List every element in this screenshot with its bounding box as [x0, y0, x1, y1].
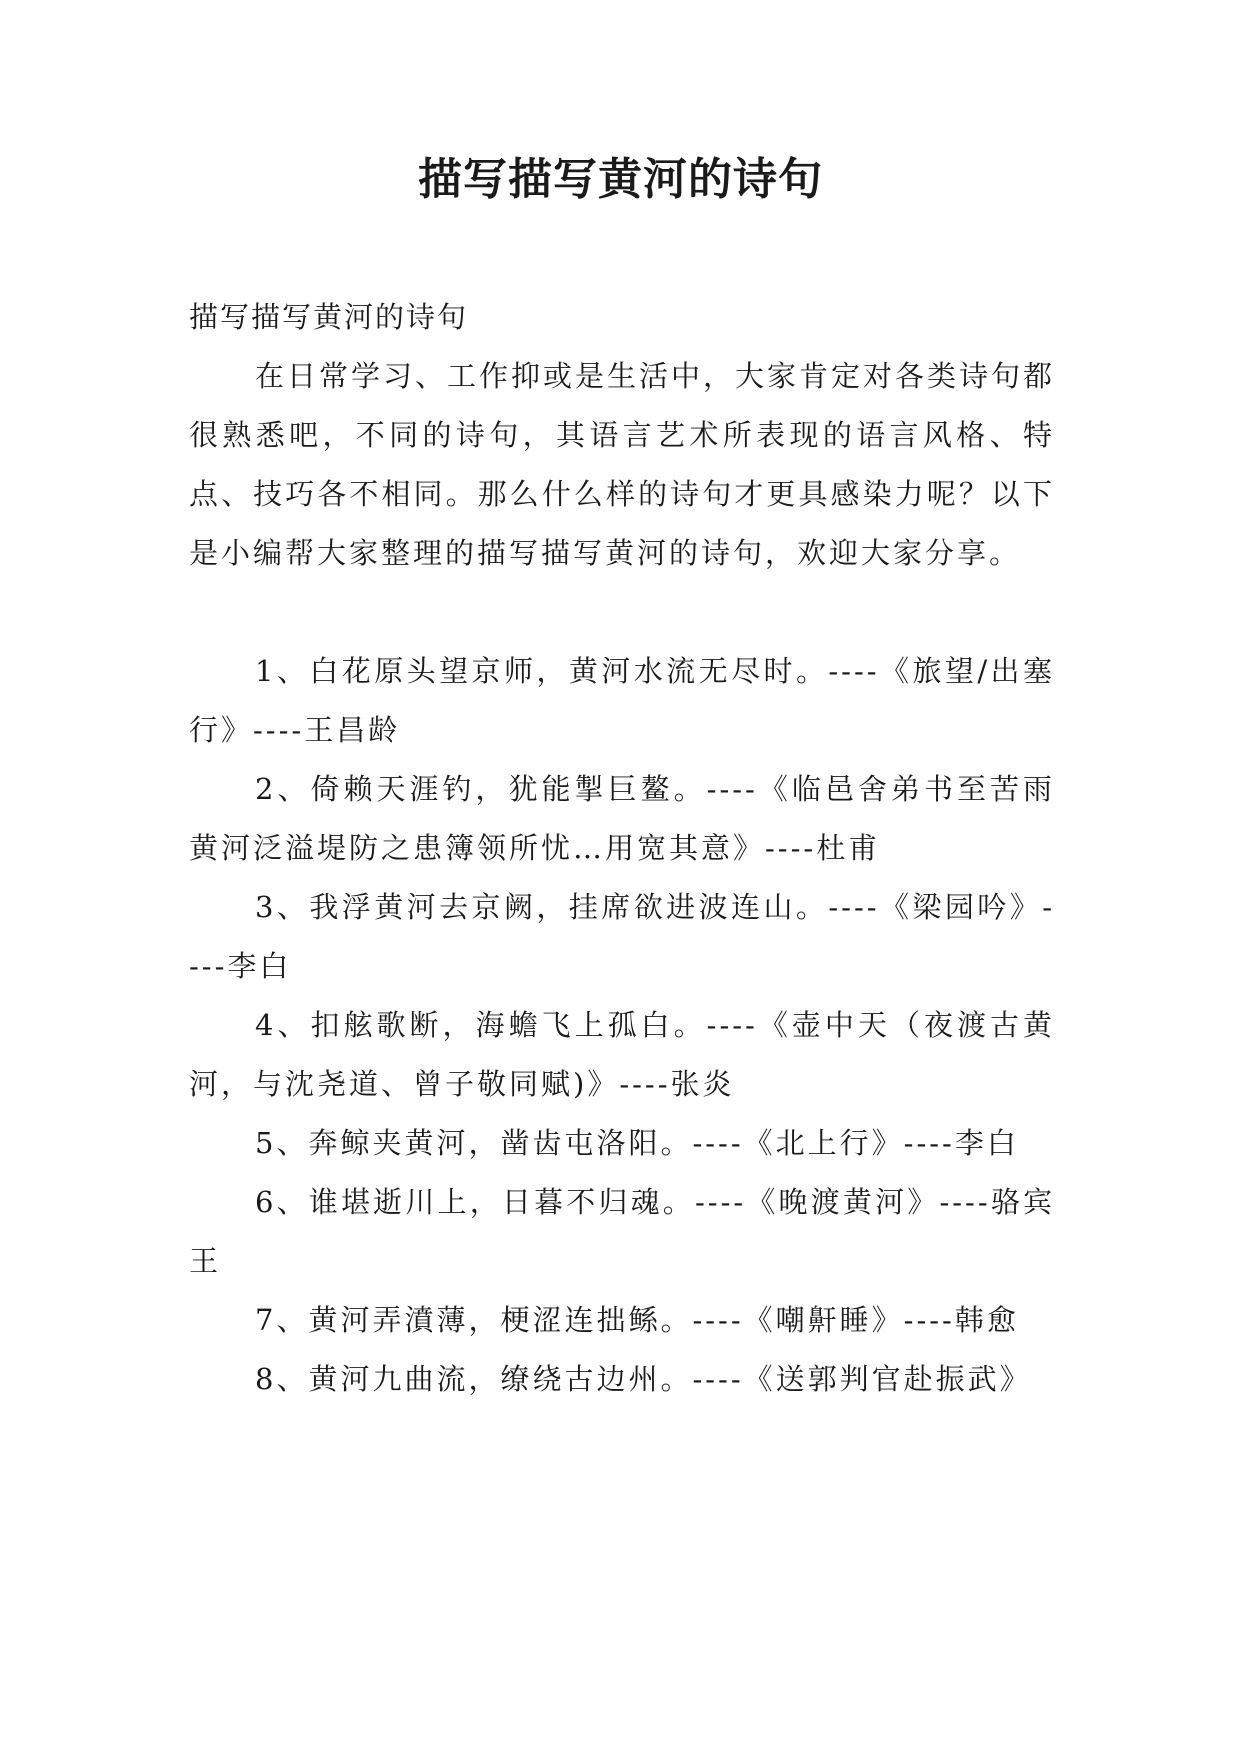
poem-item-2: 2、倚赖天涯钓，犹能掣巨鳌。----《临邑舍弟书至苦雨黄河泛溢堤防之患簿领所忧…用宽其意》----杜甫: [189, 772, 1055, 865]
poem-item-1: 1、白花原头望京师，黄河水流无尽时。----《旅望/出塞行》----王昌龄: [189, 654, 1055, 747]
paragraph-spacer: [189, 583, 1055, 642]
poem-item-4: 4、扣舷歌断，海蟾飞上孤白。----《壶中天（夜渡古黄河，与沈尧道、曾子敬同赋)》----张炎: [189, 1008, 1055, 1101]
document-body: [189, 288, 1055, 1409]
poem-item-8: 8、黄河九曲流，缭绕古边州。----《送郭判官赴振武》: [255, 1362, 1032, 1396]
intro-paragraph: 在日常学习、工作抑或是生活中，大家肯定对各类诗句都很熟悉吧，不同的诗句，其语言艺术所表现的语言风格、特点、技巧各不相同。那么什么样的诗句才更具感染力呢？以下是小编帮大家整理的描写描写黄河的诗句，欢迎大家分享。: [189, 359, 1056, 570]
poem-item-7: 7、黄河弄濆薄，梗涩连拙鲧。----《嘲鼾睡》----韩愈: [255, 1303, 1019, 1337]
poem-item-6: 6、谁堪逝川上，日暮不归魂。----《晚渡黄河》----骆宾王: [189, 1185, 1055, 1278]
document-subtitle: 描写描写黄河的诗句: [189, 300, 469, 334]
poem-item-3: 3、我浮黄河去京阙，挂席欲进波连山。----《梁园吟》----李白: [189, 890, 1055, 983]
document-title: 描写描写黄河的诗句: [418, 154, 823, 205]
poem-item-5: 5、奔鲸夹黄河，凿齿屯洛阳。----《北上行》----李白: [255, 1126, 1019, 1160]
